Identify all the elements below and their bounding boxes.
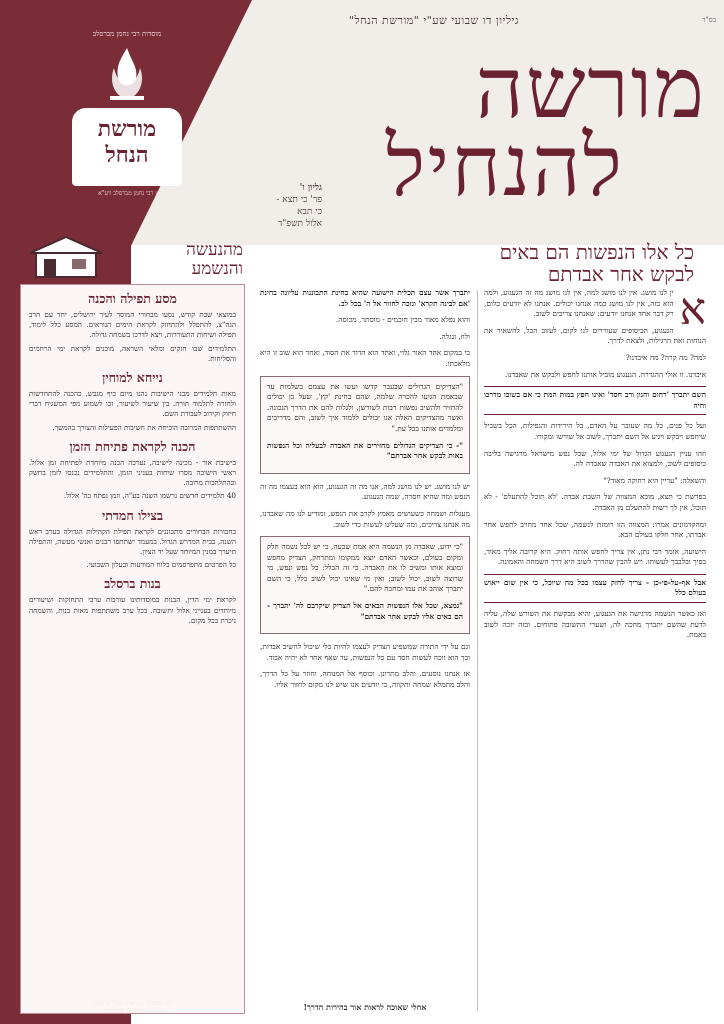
sidebar-title-box <box>20 235 245 281</box>
article-paragraph: למה? מה קרה? מה איבדנו? <box>625 352 706 362</box>
sidebar-section-text2: 40 תלמידים חדשים נרשמו השנה בע"ה, וזמן נפתח בה' אלול. <box>63 491 236 501</box>
logo-name-line1: מורשת <box>97 116 157 142</box>
issue-info <box>262 182 322 230</box>
sidebar-band-lower <box>0 245 20 1024</box>
article-paragraph: מעגלות ושמחה כשעושים מאמץ לקרב את הנפש, ומודיע לנו מה שאבדנו, מה אנחנו צריכים, ומה שעלינו לעשות כדי לשוב. <box>260 508 470 529</box>
issue-number: גליון ו' <box>299 183 322 193</box>
main-title-line1: מורשה <box>475 39 706 137</box>
sidebar-section-text2: התלמידים שבו חזקים ומלאי השראה, מוכנים לקראת ימי הרחמים והסליחות. <box>29 343 236 363</box>
article-paragraph: איבדנו. זו אולי ההגדרה. הגעגוע מוביל אותנו לחפש ולבקש את שאבדנו. <box>504 369 706 379</box>
pull-quote: אבל אף-על-פי-כן - צריך לחזק עצמו בכל מה שיוכל, כי אין שום ייאוש בעולם כלל <box>484 574 706 603</box>
sidebar-section-text2: כל הפרטים מתפרסמים בלוח המודעות ובעלון השבועי. <box>86 560 236 570</box>
sidebar-section-text: במוצאי שבת קודש, נסעו מבחורי המוסד לעיר ירושלים, יחד עם הרב הגה"צ, להתפלל ולהתחזק לקראת הימים הנוראים. המסע כלל לימוד, תפילה ושיחות התעוררות, ויצא לדרכו בשמחה גדולה. <box>29 310 236 340</box>
article-paragraph: כי במקום אחד האור גלוי, ואחד הוא הדוד את הסוד, ואחד הוא שוב זו היא מלאכתו. <box>260 348 470 368</box>
sidebar-section-heading: בנות ברסלב <box>104 576 161 592</box>
article-paragraph: וגם על ידי התורה שמשפיע הצדיק לעצמו להיות כלי שיכול להשיב אבדות, וכך הוא זוכה לעשות חסד עם כל הנפשות, עד שאף אחד לא יהיה אבוד. <box>260 642 470 662</box>
house-icon <box>26 235 106 279</box>
article-closing-line: אחלי שאוכה לראות אור בהירות הדרך! <box>303 1002 427 1012</box>
article-paragraph: ועל כל פנים, כל מה שעובר על האדם, כל הירידות והנפילות, הכל בשביל שיחפש ויבקש ויגיע אל השם יתברך, לשוב אל שורשו ומקורו. <box>484 421 706 441</box>
sidebar-section-text: בישיבת אור - מכינה לישיבה, נערכה הכנה מיוחדת לפתיחת זמן אלול. ראשי הישיבה מסרו שיחות בעניני הזמן, והתלמידים נכנסו לזמן בחשק ובהתלהבות מרובה. <box>29 457 236 488</box>
main-title-line2: להנחיל <box>386 117 624 215</box>
sidebar-section-heading: מסע תפילה והכנה <box>88 291 177 306</box>
pull-quote: השם יתברך 'רחום וחנון ורב חסד' ואינו חפץ במות המת כי אם בשובו מדרכו וחיה <box>484 386 706 415</box>
issue-parsha1: פר' כי תצא - <box>276 195 322 205</box>
quote-box-text: "כי ידוע, שאבדה מן הנשמה היא אמת שבעה, כי יש לכל נשמה חלק ומקום בעולם, וכאשר האדם יוצא ממקומו ומתרחק, הצדיק מחפש ומוצא אותו ומשיב לו את האבדה. כי זה הכלל: כל נפש ונפש, מי שרוצה לשוב, יכול לשוב; ואין מי שאינו יכול לשוב כלל, כי השם יתברך אוהב את עמו ומחכה להם." <box>267 542 463 594</box>
article-paragraph: והשאלה: "עדיין היא רחוקה מאוד?" <box>603 475 706 485</box>
quote-box <box>260 376 470 474</box>
article-paragraph-text: ין לנו מושג. אין לנו מושג למה, אין לנו מושג מה זה הגעגוע, ולמה הוא כזה, אין לנו מושג כמה אנחנו יכולים. אנחנו לא יודעים כלום, רק דבר אחד אנחנו יודעים: שאנחנו צריכים לשוב. <box>484 288 674 319</box>
sidebar-section <box>21 370 244 433</box>
article-paragraph: בפרשת כי תצא, מובא המצווה של השבת אבדה. 'לא תוכל להתעלם' - לא תוכל, אין לך רשות להתעלם מן האבדה. <box>484 492 706 512</box>
sidebar-footer-line2: מוסדות רבי נחמן מברסלב <box>104 1008 164 1015</box>
article-paragraph: ואז כאשר הנשמה מרגישה את הגעגוע, והיא מבקשת את השורש שלה, עליה לדעת שהשם יתברך מחכה לה, ושערי התשובה פתוחים. ובזה יזכה לשוב באמת. <box>484 609 706 640</box>
sidebar-news-panel <box>20 284 245 1014</box>
article-paragraph: אז אנחנו נוסעים. והלב מתרונן. וכוסף אל המנוחה, וחוזר על כל הדרך, והלב מתמלא שמחה ותקווה, כי יודעים אנו שיש לנו מקום לחזור אליו. <box>260 669 470 690</box>
article-paragraph: הגעגוע, הכיסופים שעוררים לנו לקום, לעזוב הכל, להשאיר את הנוחות ואת הרגילות, ולצאת לדרך. <box>484 325 706 346</box>
sidebar-section-heading: הכנה לקראת פתיחת הזמן <box>69 438 196 454</box>
issue-date: אלול תשפ"ד <box>277 219 322 229</box>
article-paragraph: וזהו עניין הגעגוע הגדול של ימי אלול, שכל נפש מישראל מרגישה בליבה כיסופים לשוב, ולמצוא את האבדה שאבדה לה. <box>484 448 706 469</box>
sidebar-section <box>21 439 244 502</box>
sidebar-section <box>21 508 244 571</box>
flame-emblem-icon <box>102 44 152 104</box>
corner-mark: בס"ד <box>702 16 716 24</box>
article-column-right <box>484 288 706 1008</box>
article-paragraph: הישועה, אומר רבי נתן, אין צריך לחפש אותה רחוק. היא קרובה אליך מאוד, בפיך ובלבבך לעשותו. ויש להבין שהדרך לשוב היא דרך השמחה והאמונה. <box>484 546 706 567</box>
article-paragraph: ומהקדמונים אמרו: המצווה הזו רומזת לנשמה, שכל אחד מחויב לחפש אחר אבדתו, אחר חלקו בעולם הבא. <box>484 519 706 540</box>
quote-box-text: "הצדיקים הגדולים שבעבר קדשו ועשו את עצמם בשלמות עד שבאמת הגיעו להכרה שלמה, שהם בחינת 'קץ', שעל כן יכולים להחזיר ולהשיב נפשות רבות לשורשן, ולגלות להם את הדרך הנכונה. ואשר מהצדיקים האלה אנו יכולים ללמוד איך לשוב, והם מדריכים ומלמדים אותנו בכל עת." <box>267 381 463 433</box>
sidebar-title-line2: והנשמע <box>191 259 243 279</box>
sidebar-footer-line1: נ"ש מוסדות 'מורשת הנחל' ברסלב <box>94 1000 174 1007</box>
column-divider <box>477 290 478 1010</box>
sidebar-section-text: בחבורות הבחורים מתכוננים לקראת תפילת הקהילות הגדולה בערב ראש השנה, בבית המדרש הגדול. במעמד ישתתפו רבנים ואנשי מעשה, והתפילה תיערך במנין המיוחד שעל יד הציון. <box>29 526 236 557</box>
article-paragraph: והוא נפלא מאוד מבין חוכמים - מוסתר, מכוסה. <box>335 315 470 325</box>
sidebar-footer <box>30 1000 238 1016</box>
logo-subtitle: ע"ש רבי נחמן מברסלב זיע"א <box>98 190 166 197</box>
sidebar-title <box>113 241 243 279</box>
article-paragraph <box>484 288 706 335</box>
article-paragraph: יש לנו מושג. יש לנו מושג למה, אנו מה זה הגעגוע, הוא הוא בעצמו מה זה הנפש ומה שהיא חסרה, שמה הגעגוע. <box>260 481 470 502</box>
logo-name-line2: הנחל <box>105 142 149 168</box>
quote-box <box>260 536 470 634</box>
quote-box-bold: "נמצא, שכל אלו הנפשות הבאים אל הצדיק שיקרבם לה' יתברך - הם באים אליו לבקש אחר אבדתם" <box>267 601 463 621</box>
logo <box>72 30 182 200</box>
article-column-left <box>260 288 470 1008</box>
article-subhead-line2: לבקש אחר אבדתם <box>547 262 694 286</box>
sidebar-section-text: מאות תלמידים מבני הישיבות נהנו מיום כיף מגבש, כהכנה להתחדשות ולחזרה לתלמוד תורה. בין שיעור לשיעור, זכו לשמוע מפי המשגיח דברי חיזוק וקירוב לעבודת השם. <box>29 389 236 419</box>
issue-parsha2: כי תבא <box>297 207 322 217</box>
logo-name <box>72 116 182 168</box>
sidebar-section <box>21 576 244 626</box>
sidebar-section-text: לקראת ימי הדין, הבנות במוסדותינו עורכות ערבי התחזקות ושיעורים מיוחדים בענייני אלול ותשובה. בכל ערב משתתפות מאות בנות, והשמחה ניכרת בכל מקום. <box>29 595 236 625</box>
drop-cap: א <box>679 288 706 335</box>
masthead-strip: גיליון דו שבועי שע"י "מורשת הנחל" <box>348 14 520 27</box>
article-subhead-line1: כל אלו הנפשות הם באים <box>499 240 694 264</box>
sidebar-section-heading: נייחא למוחין <box>102 370 163 386</box>
quote-box-bold: "- כי הצדיקים הגדולים מחזירים את האבדה לבעליה וכל הנפשות באות לבקש אחר אבדתם" <box>267 440 463 461</box>
sidebar-section-text2: ההשתתפות המרובה הוכיחה את חשיבות הפעילות והצורך בהמשך. <box>52 422 236 432</box>
logo-arc-text: מוסדות רבי נחמן מברסלב <box>92 30 162 38</box>
sidebar-section <box>21 291 244 364</box>
article-paragraph: ולוז, ונגלה. <box>439 331 470 341</box>
sidebar-title-line1: מהנעשה <box>186 240 243 260</box>
sidebar-section-heading: בצילו חמדתי <box>102 507 163 523</box>
article-paragraph: יתברך אשר עצם תכלית הישועה שהיא בחינת התבוננות עליונה בחינת 'אם לבינה תקרא' ונזכה לחזור אל ה' בכל לב. <box>260 288 470 308</box>
